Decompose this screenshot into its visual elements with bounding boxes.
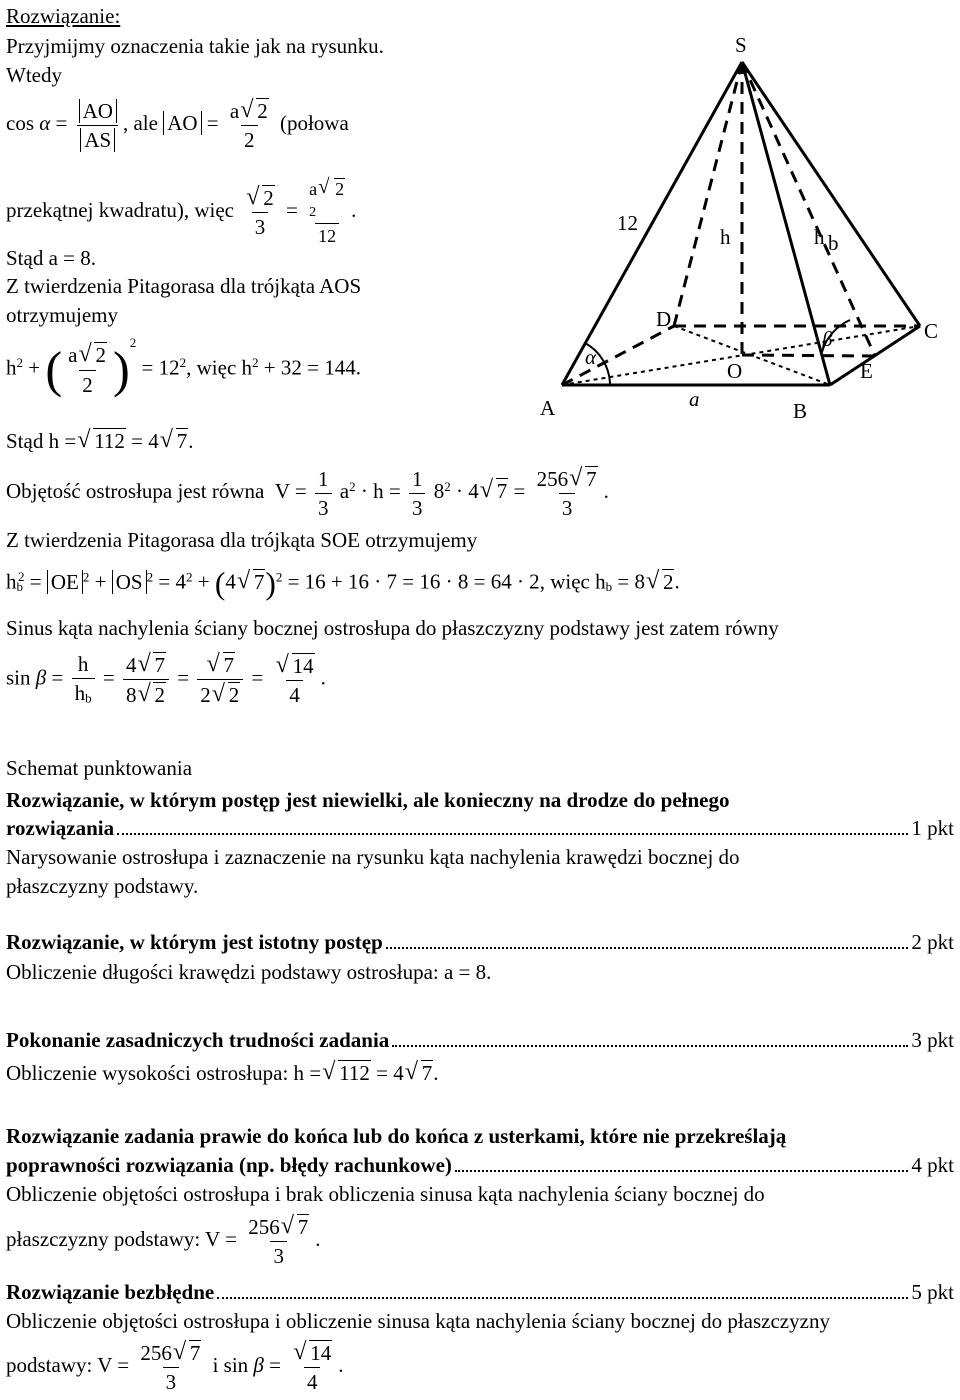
score2-body: Obliczenie długości krawędzi podstawy ostrosłupa: a = 8. bbox=[6, 960, 492, 984]
label-D: D bbox=[656, 307, 672, 331]
equation-diagonal: przekątnej kwadratu), więc √ $\frac{2}{3}$ = a√ 2 2 12 . bbox=[6, 178, 356, 246]
score3-body: Obliczenie wysokości ostrosłupa: h =√ 112 = 4√ 7. bbox=[6, 1060, 438, 1085]
score1-body-2: płaszczyzny podstawy. bbox=[6, 874, 199, 898]
pitagoras-soe: Z twierdzenia Pitagorasa dla trójkąta SOE otrzymujemy bbox=[6, 528, 478, 552]
label-beta: β bbox=[822, 327, 833, 351]
score1-body-1: Narysowanie ostrosłupa i zaznaczenie na rysunku kąta nachylenia krawędzi bocznej do bbox=[6, 845, 740, 869]
edge-SD bbox=[674, 62, 742, 326]
edge-SB bbox=[742, 62, 830, 385]
label-edge: 12 bbox=[617, 211, 638, 235]
intro-line-1: Przyjmijmy oznaczenia takie jak na rysunku. bbox=[6, 34, 384, 58]
label-A: A bbox=[540, 396, 556, 420]
result-a: Stąd a = 8. bbox=[6, 246, 96, 270]
label-C: C bbox=[924, 319, 939, 343]
score1-head-2: rozwiązania 1 pkt bbox=[6, 816, 954, 840]
scoring-title: Schemat punktowania bbox=[6, 756, 193, 780]
apothem-hb bbox=[742, 62, 875, 356]
sinus-text: Sinus kąta nachylenia ściany bocznej ostrosłupa do płaszczyzny podstawy jest zatem równy bbox=[6, 616, 779, 640]
pyramid-figure bbox=[0, 0, 960, 420]
score4-head-2: poprawności rozwiązania (np. błędy rachunkowe) 4 pkt bbox=[6, 1153, 954, 1177]
pitagoras-aos-2: otrzymujemy bbox=[6, 303, 118, 327]
score4-head-1: Rozwiązanie zadania prawie do końca lub do końca z usterkami, które nie przekreślają bbox=[6, 1124, 787, 1148]
label-hb-sub: b bbox=[828, 231, 839, 255]
label-E: E bbox=[860, 359, 873, 383]
score1-head-1: Rozwiązanie, w którym postęp jest niewielki, ale konieczny na drodze do pełnego bbox=[6, 788, 730, 812]
equation-volume: Objętość ostrosłupa jest równa V = $\frac{1}{3}$ $a^2 \cdot h$ = $\frac{1}{3}$ $8^2 \cdot 4√$ 7 = $\frac{256√ 7}{3}$ . bbox=[6, 466, 609, 520]
label-alpha: α bbox=[585, 345, 597, 369]
equation-sin: sin β = $\frac{h}{h_b}$ = $\frac{4√ 7}{8√ 2}$ = √ $\frac{7}{2√ 2}$ = √ $\frac{14}{4}$ . bbox=[6, 652, 326, 707]
solution-heading: Rozwiązanie: bbox=[6, 4, 121, 28]
pitagoras-aos-1: Z twierdzenia Pitagorasa dla trójkąta AOS bbox=[6, 274, 362, 298]
score2-head: Rozwiązanie, w którym jest istotny postęp 2 pkt bbox=[6, 930, 954, 954]
label-hb: h bbox=[814, 225, 825, 249]
segment-OE bbox=[742, 355, 875, 356]
label-O: O bbox=[727, 359, 743, 383]
score4-body-2: płaszczyzny podstawy: V = $\frac{256√ 7}{3}$ . bbox=[6, 1214, 320, 1268]
label-B: B bbox=[793, 399, 808, 420]
equation-hb: $h_b^2$ = OE $^2$ + OS $^2 = 4^2 + (4√$ 7)$^2$ = 16 + 16 · 7 = 16 · 8 = 64 · 2, więc $h_b = 8√$ 2. bbox=[6, 568, 680, 600]
score5-body-2: podstawy: V = $\frac{256√ 7}{3}$ i sin β = √ $\frac{14}{4}$ . bbox=[6, 1340, 343, 1394]
label-a: a bbox=[689, 387, 700, 411]
equation-h: $h^2$ + ( $\frac{a√ 2}{2}$ )$^2 = 12^2$, więc $h^2 + 32 = 144$. bbox=[6, 336, 361, 397]
edge-SC bbox=[742, 62, 920, 326]
equation-cos: cos α = $\frac{AO}{AS}$ , ale AO = $\frac{a√ 2}{2}$ (połowa bbox=[6, 98, 349, 152]
intro-line-2: Wtedy bbox=[6, 63, 62, 87]
label-h: h bbox=[720, 225, 731, 249]
score4-body-1: Obliczenie objętości ostrosłupa i brak obliczenia sinusa kąta nachylenia ściany bocznej do bbox=[6, 1182, 765, 1206]
label-S: S bbox=[735, 33, 747, 57]
score5-body-1: Obliczenie objętości ostrosłupa i obliczenie sinusa kąta nachylenia ściany bocznej do płaszczyzny bbox=[6, 1309, 830, 1333]
result-h: Stąd h =√ 112 = 4√ 7. bbox=[6, 428, 194, 453]
score3-head: Pokonanie zasadniczych trudności zadania 3 pkt bbox=[6, 1028, 954, 1052]
score5-head: Rozwiązanie bezbłędne 5 pkt bbox=[6, 1280, 954, 1304]
